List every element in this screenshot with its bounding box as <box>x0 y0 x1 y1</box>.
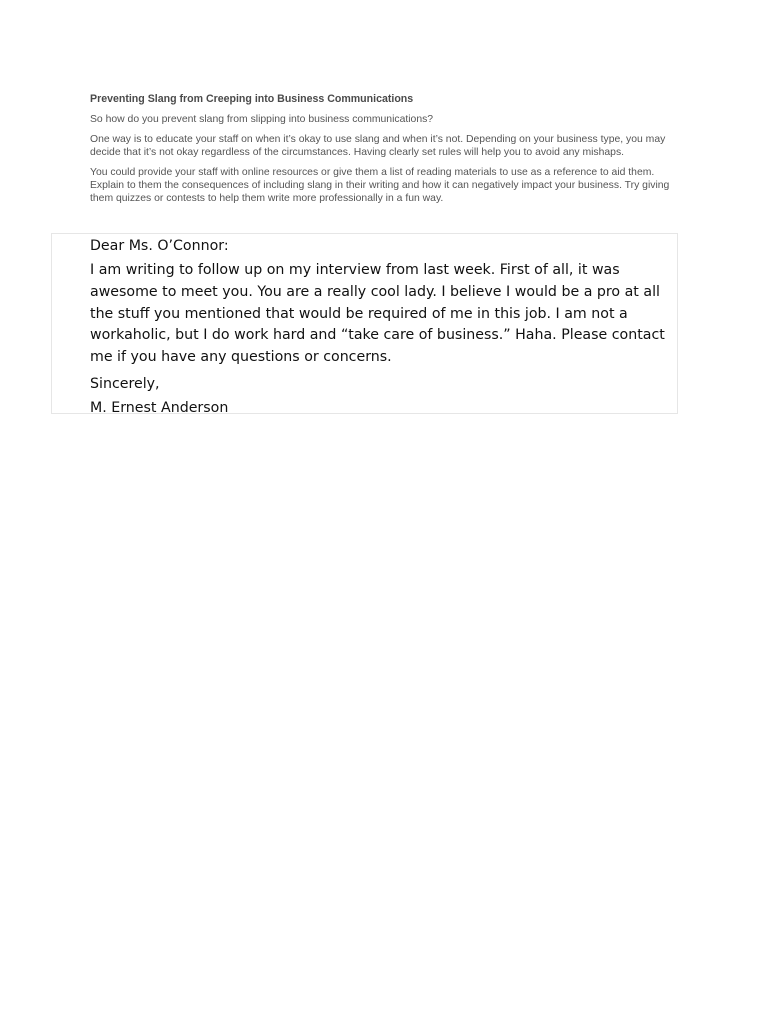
letter-signature: M. Ernest Anderson <box>90 399 229 416</box>
sample-letter <box>90 236 676 418</box>
letter-closing: Sincerely, <box>90 375 160 392</box>
sample-letter-box <box>51 233 678 414</box>
letter-salutation: Dear Ms. O’Connor: <box>90 238 229 254</box>
letter-body: I am writing to follow up on my interview from last week. First of all, it was awesome to meet you. You are a really cool lady. I believe I would be a pro at all the stuff you mentioned that would be required of me in this job. I am not a workaholic, but I do work hard and “take care of business.” Haha. Please contact me if you have any questions or concerns. <box>90 262 665 366</box>
article-paragraph: One way is to educate your staff on when it’s okay to use slang and when it’s not. Depending on your business type, you may decide that it’s not okay regardless of the circumstances. Having clearly set rules will help you to avoid any mishaps. <box>90 134 666 158</box>
article-paragraph: So how do you prevent slang from slipping into business communications? <box>90 114 434 125</box>
article-title: Preventing Slang from Creeping into Business Communications <box>90 93 414 105</box>
article-paragraph: You could provide your staff with online resources or give them a list of reading materials to use as a reference to aid them. Explain to them the consequences of including slang in their writing and how it can negatively impact your business. Try giving them quizzes or contests to help them write more professionally in a fun way. <box>90 167 670 204</box>
article <box>90 93 680 212</box>
